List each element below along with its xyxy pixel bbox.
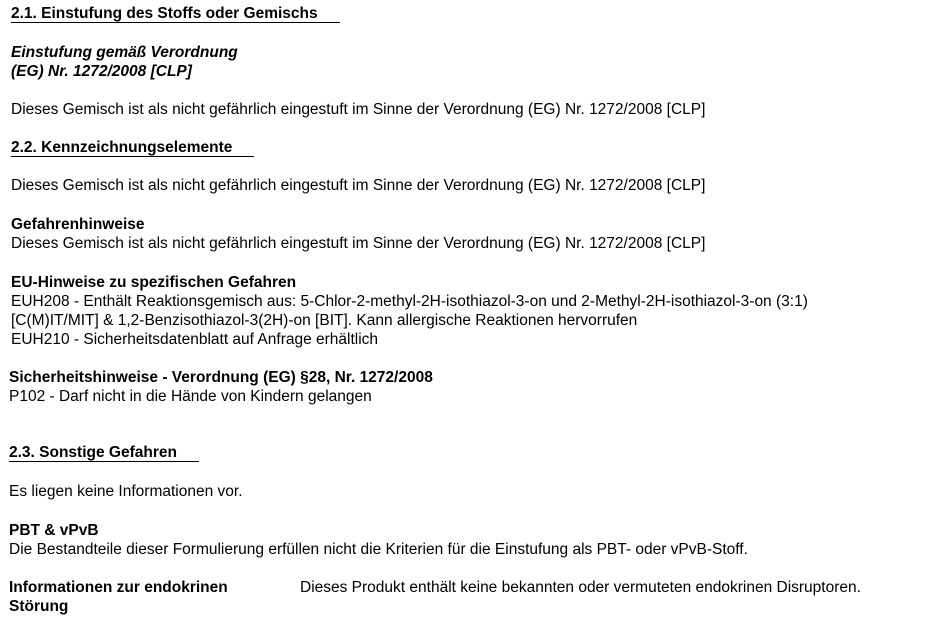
classification-subtitle-line1: Einstufung gemäß Verordnung [11,44,238,61]
euh208-line2: [C(M)IT/MIT] & 1,2-Benzisothiazol-3(2H)-on [BIT]. Kann allergische Reaktionen hervorrufen [11,312,638,329]
hazard-statements-text: Dieses Gemisch ist als nicht gefährlich eingestuft im Sinne der Verordnung (EG) Nr. 1272/2008 [CLP] [11,235,706,252]
pbt-text: Die Bestandteile dieser Formulierung erfüllen nicht die Kriterien für die Einstufung als PBT- oder vPvB-Stoff. [9,541,748,558]
euh208-line1: EUH208 - Enthält Reaktionsgemisch aus: 5-Chlor-2-methyl-2H-isothiazol-3-on und 2-Methyl-2H-isothiazol-3-on (3:1) [11,293,808,310]
pbt-title: PBT & vPvB [9,522,99,539]
p102-text: P102 - Darf nicht in die Hände von Kindern gelangen [9,388,372,405]
section-2-2-heading: 2.2. Kennzeichnungselemente [11,139,254,157]
eu-hazards-title: EU-Hinweise zu spezifischen Gefahren [11,274,297,291]
endocrine-text: Dieses Produkt enthält keine bekannten oder vermuteten endokrinen Disruptoren. [300,579,861,596]
precautionary-title: Sicherheitshinweise - Verordnung (EG) §28, Nr. 1272/2008 [9,369,433,386]
classification-text: Dieses Gemisch ist als nicht gefährlich eingestuft im Sinne der Verordnung (EG) Nr. 1272/2008 [CLP] [11,101,706,118]
euh210-text: EUH210 - Sicherheitsdatenblatt auf Anfrage erhältlich [11,331,379,348]
section-2-1-heading: 2.1. Einstufung des Stoffs oder Gemischs [11,5,340,23]
hazard-statements-title: Gefahrenhinweise [11,216,145,233]
labelling-text: Dieses Gemisch ist als nicht gefährlich eingestuft im Sinne der Verordnung (EG) Nr. 1272/2008 [CLP] [11,177,706,194]
classification-subtitle-line2: (EG) Nr. 1272/2008 [CLP] [11,63,192,80]
section-2-3-heading: 2.3. Sonstige Gefahren [9,444,199,462]
other-hazards-text: Es liegen keine Informationen vor. [9,483,243,500]
endocrine-label-line2: Störung [9,598,69,615]
endocrine-label-line1: Informationen zur endokrinen [9,579,228,596]
